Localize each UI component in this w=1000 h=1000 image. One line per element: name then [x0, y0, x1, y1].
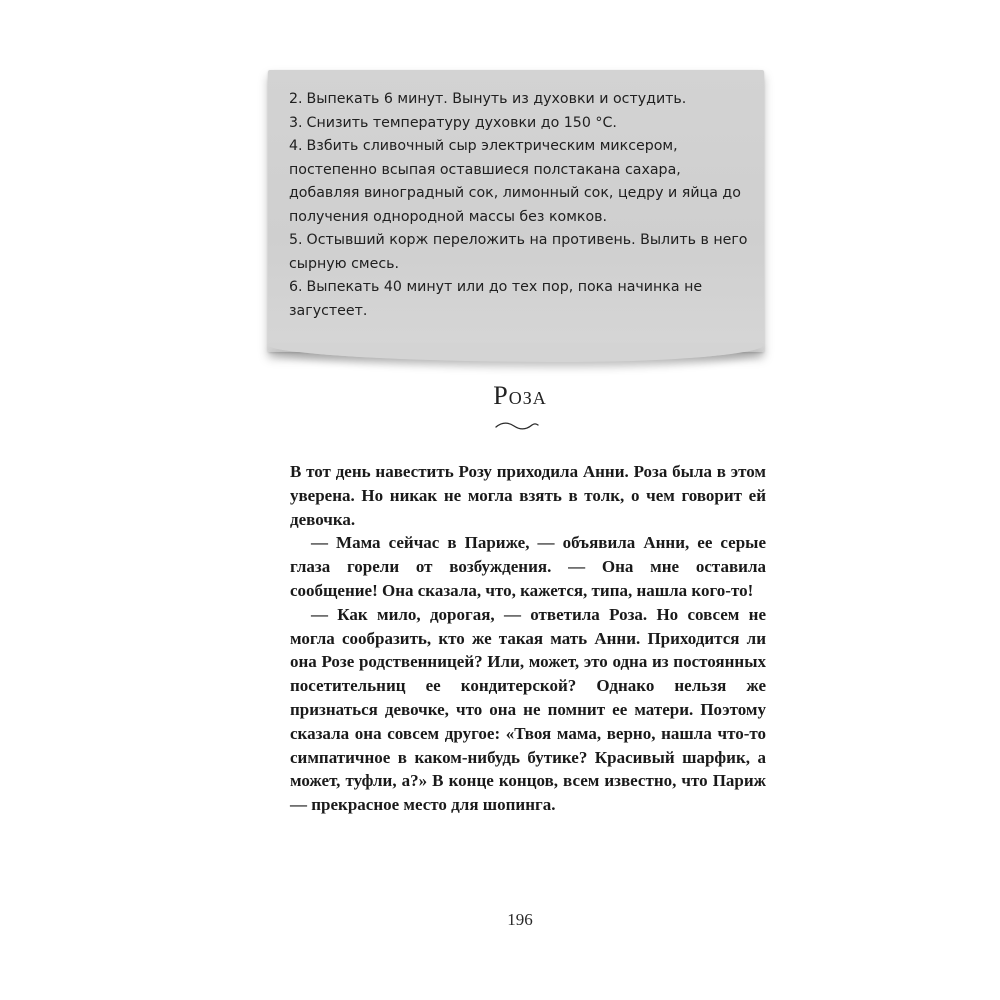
step-text: Взбить сливочный сыр электрическим миксером, постепенно всыпая оставшиеся полстакана сахара, добавляя виноградный сок, лимонный сок, цедру и яйца до получения однородной массы без комков.	[289, 138, 741, 225]
step-number: 5.	[289, 232, 303, 248]
step-number: 3.	[289, 114, 303, 131]
step-text: Остывший корж переложить на противень. Вылить в него сырную смесь.	[289, 232, 748, 272]
recipe-step	[289, 229, 748, 276]
recipe-step	[289, 112, 748, 136]
step-number: 4.	[289, 138, 303, 154]
step-text: Выпекать 6 минут. Вынуть из духовки и остудить.	[306, 91, 687, 107]
flourish-ornament-icon	[494, 420, 540, 432]
page-number: 196	[507, 910, 533, 929]
step-number: 2.	[289, 91, 303, 107]
chapter-title: Роза	[493, 381, 547, 410]
recipe-step	[289, 88, 748, 112]
recipe-step	[289, 135, 748, 229]
step-text: Выпекать 40 минут или до тех пор, пока начинка не загустеет.	[289, 279, 703, 319]
step-number: 6.	[289, 279, 303, 295]
paragraph: В тот день навестить Розу приходила Анни. Роза была в этом уверена. Но никак не могла взять в толк, о чем говорит ей девочка.	[290, 462, 766, 529]
recipe-step	[289, 276, 748, 323]
paragraph: — Мама сейчас в Париже, — объявила Анни, ее серые глаза горели от возбуждения. — Она мне оставила сообщение! Она сказала, что, кажется, типа, нашла кого-то!	[290, 533, 766, 600]
body-text	[290, 460, 766, 817]
step-text: Снизить температуру духовки до 150 °C.	[306, 114, 617, 131]
recipe-note-card	[268, 70, 764, 352]
recipe-steps-list	[268, 70, 764, 323]
paragraph: — Как мило, дорогая, — ответила Роза. Но совсем не могла сообразить, кто же такая мать Анни. Приходится ли она Розе родственницей? Или, может, это одна из постоянных посетительниц ее кондитерской? Однако нельзя же признаться девочке, что она не помнит ее матери. Поэтому сказала она совсем другое: «Твоя мама, верно, нашла что-то симпатичное в каком-нибудь бутике? Красивый шарфик, а может, туфли, а?» В конце концов, всем известно, что Париж — прекрасное место для шопинга.	[290, 604, 766, 815]
